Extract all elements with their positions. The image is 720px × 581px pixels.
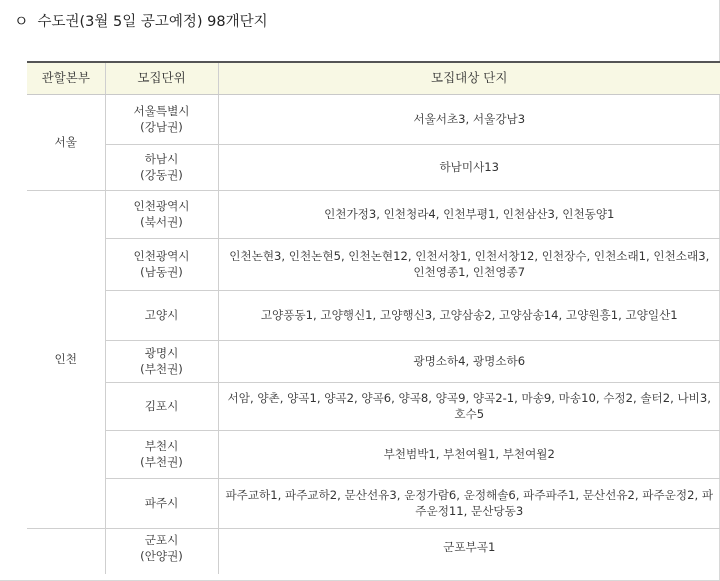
unit-cell: 고양시 <box>105 290 218 340</box>
complexes-cell: 인천논현3, 인천논현5, 인천논현12, 인천서창1, 인천서창12, 인천장수, 인천소래1, 인천소래3, 인천영종1, 인천영종7 <box>218 238 720 290</box>
complexes-cell: 파주교하1, 파주교하2, 문산선유3, 운정가람6, 운정해솔6, 파주파주1, 문산선유2, 파주운정2, 파주운정11, 문산당동3 <box>218 478 720 528</box>
table-row <box>27 144 720 190</box>
table-row <box>27 190 720 238</box>
complexes-cell: 서울서초3, 서울강남3 <box>218 94 720 144</box>
complexes-cell: 군포부곡1 <box>218 528 720 574</box>
unit-cell: 인천광역시 (남동권) <box>105 238 218 290</box>
bullet-icon: ㅇ <box>14 11 29 30</box>
table-row <box>27 238 720 290</box>
complex-table <box>27 61 720 574</box>
unit-cell: 파주시 <box>105 478 218 528</box>
header-hq: 관할본부 <box>27 62 105 94</box>
complexes-cell: 부천범박1, 부천여월1, 부천여월2 <box>218 430 720 478</box>
table-row <box>27 478 720 528</box>
unit-cell: 하남시 (강동권) <box>105 144 218 190</box>
table-row <box>27 382 720 430</box>
table-row <box>27 528 720 574</box>
complexes-cell: 고양풍동1, 고양행신1, 고양행신3, 고양삼송2, 고양삼송14, 고양원흥1, 고양일산1 <box>218 290 720 340</box>
complexes-cell: 하남미사13 <box>218 144 720 190</box>
complexes-cell: 인천가정3, 인천청라4, 인천부평1, 인천삼산3, 인천동양1 <box>218 190 720 238</box>
unit-cell: 인천광역시 (북서권) <box>105 190 218 238</box>
section-heading <box>14 8 268 32</box>
unit-cell: 군포시 (안양권) <box>105 528 218 574</box>
complexes-cell: 서암, 양촌, 양곡1, 양곡2, 양곡6, 양곡8, 양곡9, 양곡2-1, 마송9, 마송10, 수정2, 솔터2, 나비3, 호수5 <box>218 382 720 430</box>
unit-cell: 부천시 (부천권) <box>105 430 218 478</box>
header-complexes: 모집대상 단지 <box>218 62 720 94</box>
unit-cell: 김포시 <box>105 382 218 430</box>
hq-cell-incheon: 인천 <box>27 190 105 528</box>
table-header-row <box>27 62 720 94</box>
hq-cell-seoul: 서울 <box>27 94 105 190</box>
complexes-cell: 광명소하4, 광명소하6 <box>218 340 720 382</box>
hq-cell-next <box>27 528 105 574</box>
table-row <box>27 340 720 382</box>
table-row <box>27 430 720 478</box>
header-unit: 모집단위 <box>105 62 218 94</box>
table-row <box>27 94 720 144</box>
unit-cell: 서울특별시 (강남권) <box>105 94 218 144</box>
heading-text: 수도권(3월 5일 공고예정) 98개단지 <box>37 13 268 30</box>
table-row <box>27 290 720 340</box>
unit-cell: 광명시 (부천권) <box>105 340 218 382</box>
